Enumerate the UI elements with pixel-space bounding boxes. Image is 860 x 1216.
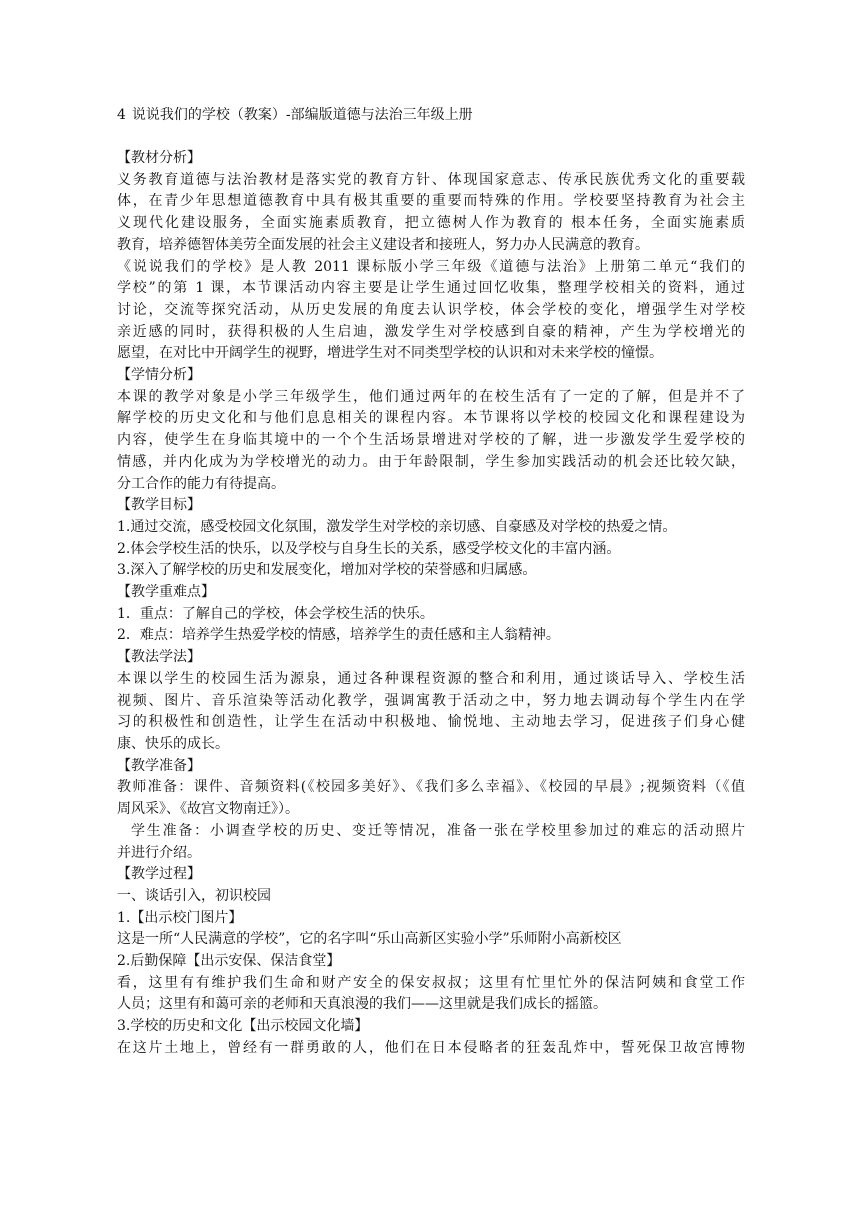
paragraph-line: 在这片土地上，曾经有一群勇敢的人，他们在日本侵略者的狂轰乱炸中，誓死保卫故宫博物 [117, 1039, 745, 1056]
section-heading: 【教学目标】 [117, 497, 201, 514]
section-heading: 【教材分析】 [117, 150, 201, 166]
paragraph-line: 情感，并内化成为为学校增光的动力。由于年龄限制，学生参加实践活动的机会还比较欠缺， [117, 453, 745, 470]
paragraph-line: 3.深入了解学校的历史和发展变化，增加对学校的荣誉感和归属感。 [117, 562, 537, 579]
paragraph-line: 分工合作的能力有待提高。 [117, 475, 285, 492]
paragraph-line: 视频、图片、音乐渲染等活动化教学，强调寓教于活动之中，努力地去调动每个学生内在学 [117, 692, 745, 709]
paragraph-line: 本课的教学对象是小学三年级学生，他们通过两年的在校生活有了一定的了解，但是并不了 [117, 388, 745, 405]
paragraph-line: 人员；这里有和蔼可亲的老师和天真浪漫的我们——这里就是我们成长的摇篮。 [117, 996, 607, 1013]
paragraph-line: 《说说我们的学校》是人教 2011 课标版小学三年级《道德与法治》上册第二单元“我们的 [117, 258, 745, 275]
document-title [117, 104, 745, 126]
paragraph-line: 看，这里有有维护我们生命和财产安全的保安叔叔；这里有忙里忙外的保洁阿姨和食堂工作 [117, 974, 745, 991]
paragraph-line: 习的积极性和创造性，让学生在活动中积极地、愉悦地、主动地去学习，促进孩子们身心健 [117, 714, 745, 731]
lesson-number: 4 [117, 107, 126, 123]
paragraph-line: 2.体会学校生活的快乐，以及学校与自身生长的关系，感受学校文化的丰富内涵。 [117, 540, 621, 557]
paragraph-line: 解学校的历史文化和与他们息息相关的课程内容。本节课将以学校的校园文化和课程建设为 [117, 410, 745, 427]
paragraph-line: 2.后勤保障【出示安保、保洁食堂】 [117, 953, 341, 970]
paragraph-line: 2．难点：培养学生热爱学校的情感，培养学生的责任感和主人翁精神。 [117, 627, 560, 644]
paragraph-line: 学生准备：小调查学校的历史、变迁等情况，准备一张在学校里参加过的难忘的活动照片 [131, 822, 745, 839]
paragraph-line: 亲近感的同时，获得积极的人生启迪，激发学生对学校感到自豪的精神，产生为学校增光的 [117, 323, 745, 340]
paragraph-line: 周风采》、《故宫文物南迁》）。 [117, 801, 299, 818]
paragraph-line: 1.通过交流，感受校园文化氛围，激发学生对学校的亲切感、自豪感及对学校的热爱之情。 [117, 518, 677, 535]
paragraph-line: 教育，培养德智体美劳全面发展的社会主义建设者和接班人，努力办人民满意的教育。 [117, 236, 649, 253]
section-heading: 【教学重难点】 [117, 584, 215, 601]
paragraph-line: 义务教育道德与法治教材是落实党的教育方针、体现国家意志、传承民族优秀文化的重要载 [117, 171, 745, 188]
paragraph-line: 愿望，在对比中开阔学生的视野，增进学生对不同类型学校的认识和对未来学校的憧憬。 [117, 345, 663, 362]
paragraph-line: 本课以学生的校园生活为源泉，通过各种课程资源的整合和利用，通过谈话导入、学校生活 [117, 670, 745, 687]
title-text: 说说我们的学校（教案）-部编版道德与法治三年级上册 [131, 107, 473, 123]
document-body [117, 148, 745, 1060]
section-heading: 【教学过程】 [117, 866, 201, 883]
paragraph-line: 1．重点：了解自己的学校，体会学校生活的快乐。 [117, 605, 434, 622]
paragraph-line: 体，在青少年思想道德教育中具有极其重要的重要而特殊的作用。学校要坚持教育为社会主 [117, 193, 745, 210]
paragraph-line: 内容，使学生在身临其境中的一个个生活场景增进对学校的了解，进一步激发学生爱学校的 [117, 432, 745, 449]
paragraph-line: 教师准备：课件、音频资料(《校园多美好》、《我们多么幸福》、《校园的早晨》;视频资料（《值 [117, 779, 745, 796]
section-heading: 【教法学法】 [117, 649, 201, 666]
paragraph-line: 康、快乐的成长。 [117, 735, 229, 752]
paragraph-line: 一、谈话引入，初识校园 [117, 887, 271, 904]
document-page [117, 104, 745, 1060]
section-heading: 【学情分析】 [117, 367, 201, 384]
paragraph-line: 这是一所“人民满意的学校”，它的名字叫“乐山高新区实验小学”乐师附小高新校区 [117, 931, 622, 948]
paragraph-line: 学校”的第 1 课，本节课活动内容主要是让学生通过回忆收集，整理学校相关的资料，通过 [117, 280, 745, 297]
section-heading: 【教学准备】 [117, 757, 201, 774]
paragraph-line: 义现代化建设服务，全面实施素质教育，把立德树人作为教育的 根本任务，全面实施素质 [117, 215, 745, 232]
paragraph-line: 3.学校的历史和文化【出示校园文化墙】 [117, 1018, 369, 1035]
paragraph-line: 1.【出示校门图片】 [117, 909, 243, 926]
paragraph-line: 讨论，交流等探究活动，从历史发展的角度去认识学校，体会学校的变化，增强学生对学校 [117, 301, 745, 318]
paragraph-line: 并进行介绍。 [117, 844, 201, 861]
